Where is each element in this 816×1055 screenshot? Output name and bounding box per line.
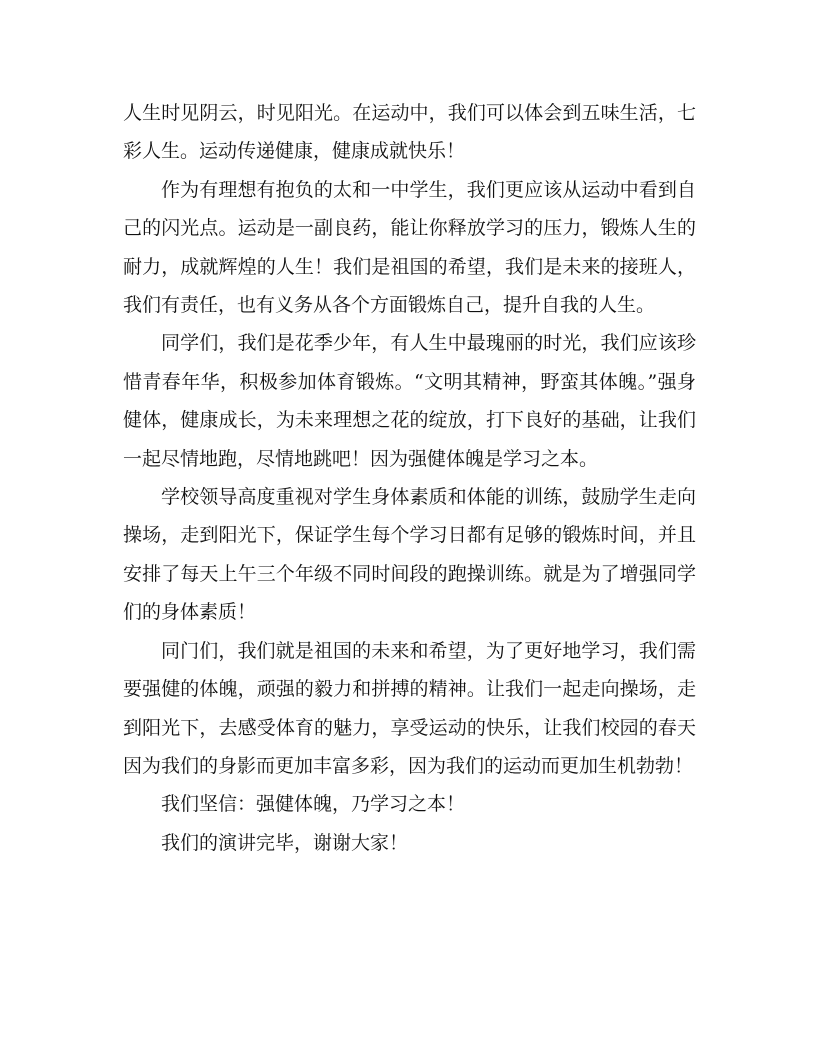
paragraph-5: 同门们，我们就是祖国的未来和希望，为了更好地学习，我们需要强健的体魄，顽强的毅力和拼搏的精神。让我们一起走向操场，走到阳光下，去感受体育的魅力，享受运动的快乐，让我们校园的春天因为我们的身影而更加丰富多彩，因为我们的运动而更加生机勃勃！ <box>123 639 696 777</box>
document-body <box>123 94 696 862</box>
paragraph-3: 同学们，我们是花季少年，有人生中最瑰丽的时光，我们应该珍惜青春年华，积极参加体育锻炼。“文明其精神，野蛮其体魄。”强身健体，健康成长，为未来理想之花的绽放，打下良好的基础，让我们一起尽情地跑，尽情地跳吧！因为强健体魄是学习之本。 <box>123 332 696 470</box>
paragraph-1: 人生时见阴云，时见阳光。在运动中，我们可以体会到五味生活，七彩人生。运动传递健康，健康成就快乐！ <box>123 102 696 163</box>
paragraph-6: 我们坚信：强健体魄，乃学习之本！ <box>161 793 466 816</box>
paragraph-4: 学校领导高度重视对学生身体素质和体能的训练，鼓励学生走向操场，走到阳光下，保证学生每个学习日都有足够的锻炼时间，并且安排了每天上午三个年级不同时间段的跑操训练。就是为了增强同学们的身体素质！ <box>123 486 696 624</box>
paragraph-2: 作为有理想有抱负的太和一中学生，我们更应该从运动中看到自己的闪光点。运动是一副良药，能让你释放学习的压力，锻炼人生的耐力，成就辉煌的人生！我们是祖国的希望，我们是未来的接班人，我们有责任，也有义务从各个方面锻炼自己，提升自我的人生。 <box>123 178 696 317</box>
paragraph-7: 我们的演讲完毕，谢谢大家！ <box>161 831 409 854</box>
